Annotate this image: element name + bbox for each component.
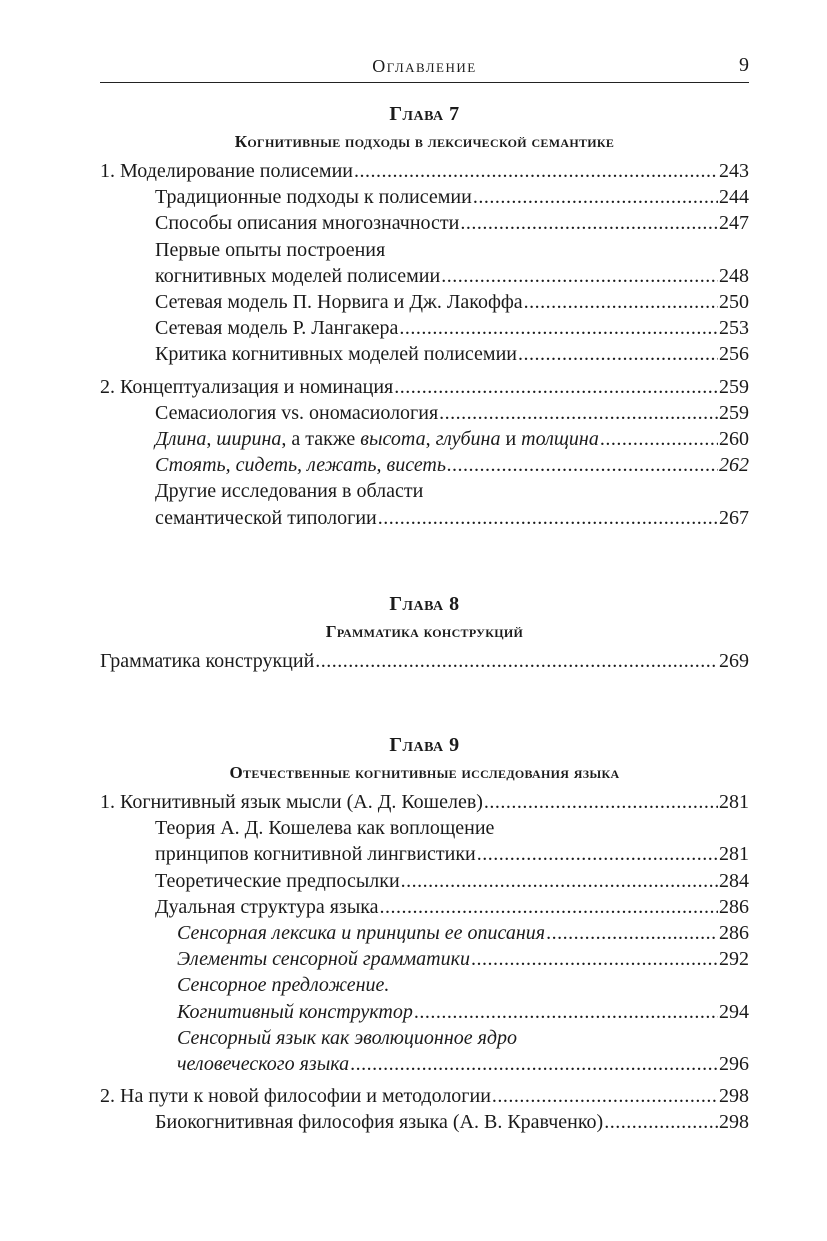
chapter-number: Глава 7: [389, 103, 460, 125]
toc-entry[interactable]: [100, 1109, 749, 1135]
toc-entry[interactable]: [100, 341, 749, 367]
entry-page: 248: [719, 264, 749, 287]
entry-title: 2. Концептуализация и номинация: [100, 375, 394, 398]
toc-entry[interactable]: [100, 158, 749, 184]
leader-dots: [441, 263, 718, 289]
entry-page: 298: [719, 1085, 749, 1108]
entry-page: 281: [719, 791, 749, 813]
leader-dots: [484, 789, 718, 815]
leader-dots: [546, 920, 718, 946]
entry-page: 247: [719, 212, 749, 235]
entry-page: 286: [719, 895, 749, 918]
chapter-8: [100, 590, 749, 674]
leader-dots: [471, 946, 718, 972]
entry-title: когнитивных моделей полисемии: [155, 264, 441, 287]
entry-page: 286: [719, 922, 749, 945]
entry-page: 269: [719, 650, 749, 672]
toc-entry[interactable]: [100, 478, 749, 530]
toc-entry[interactable]: [100, 789, 749, 815]
toc-entry[interactable]: [100, 868, 749, 894]
leader-dots: [378, 505, 718, 531]
entry-page: 292: [719, 948, 749, 971]
entry-page: 260: [719, 428, 749, 451]
entry-title: 2. На пути к новой философии и методологии: [100, 1085, 491, 1108]
chapter-number: Глава 9: [389, 734, 460, 756]
chapter-9: [100, 731, 749, 1136]
entry-page: 243: [719, 160, 749, 182]
entry-page: 256: [719, 343, 749, 366]
running-title: Оглавление: [372, 56, 477, 76]
toc-entry[interactable]: [100, 452, 749, 478]
entry-page: 298: [719, 1111, 749, 1134]
chapter-title: Грамматика конструкций: [325, 622, 524, 641]
entry-page: 284: [719, 869, 749, 892]
leader-dots: [315, 648, 718, 674]
entry-title: Теоретические предпосылки: [155, 869, 400, 892]
toc-entry[interactable]: [100, 815, 749, 867]
toc-entry[interactable]: [100, 374, 749, 400]
entry-title: Сенсорная лексика и принципы ее описания: [177, 922, 546, 945]
chapter-title: Отечественные когнитивные исследования языка: [229, 763, 620, 782]
entry-page: 250: [719, 291, 749, 314]
entry-title: человеческого языка: [177, 1053, 350, 1076]
entry-title-line: Другие исследования в области: [155, 480, 424, 503]
leader-dots: [350, 1051, 718, 1077]
toc-entry[interactable]: [100, 184, 749, 210]
entry-page: 244: [719, 186, 749, 209]
leader-dots: [414, 999, 718, 1025]
entry-page: 281: [719, 843, 749, 866]
toc-entry[interactable]: [100, 648, 749, 674]
entry-title: принципов когнитивной лингвистики: [155, 843, 476, 866]
entry-title: 1. Когнитивный язык мысли (А. Д. Кошелев): [100, 791, 483, 813]
entry-title: Стоять, сидеть, лежать, висеть: [155, 454, 446, 477]
entry-title: Критика когнитивных моделей полисемии: [155, 343, 517, 366]
page-number: 9: [739, 54, 749, 76]
entry-title: Элементы сенсорной грамматики: [177, 948, 470, 971]
entry-page: 294: [719, 1000, 749, 1023]
entry-title: Сетевая модель П. Норвига и Дж. Лакоффа: [155, 291, 523, 314]
toc-entry[interactable]: [100, 972, 749, 1024]
toc-entry[interactable]: [100, 894, 749, 920]
entry-title: Традиционные подходы к полисемии: [155, 186, 472, 209]
toc-entry[interactable]: [100, 237, 749, 289]
leader-dots: [380, 894, 718, 920]
chapter-number: Глава 8: [389, 593, 460, 615]
toc-entry[interactable]: [100, 946, 749, 972]
leader-dots: [439, 400, 718, 426]
entry-title: Сетевая модель Р. Лангакера: [155, 317, 399, 340]
toc-entry[interactable]: [100, 400, 749, 426]
leader-dots: [460, 210, 718, 236]
toc-entry[interactable]: [100, 920, 749, 946]
entry-title: Длина, ширина, а также высота, глубина и толщина: [155, 428, 599, 451]
entry-title-line: Сенсорное предложение.: [177, 974, 390, 997]
toc-entry[interactable]: [100, 1025, 749, 1077]
entry-page: 259: [719, 401, 749, 424]
entry-title-line: Сенсорный язык как эволюционное ядро: [177, 1026, 518, 1049]
leader-dots: [518, 341, 718, 367]
running-header: [100, 52, 749, 83]
leader-dots: [401, 868, 718, 894]
entry-page: 267: [719, 506, 749, 529]
leader-dots: [604, 1109, 718, 1135]
leader-dots: [473, 184, 718, 210]
entry-page: 296: [719, 1053, 749, 1076]
toc-entry[interactable]: [100, 210, 749, 236]
toc-entry[interactable]: [100, 289, 749, 315]
chapter-title: Когнитивные подходы в лексической семантике: [234, 132, 615, 151]
leader-dots: [492, 1083, 718, 1109]
leader-dots: [524, 289, 718, 315]
entry-page: 259: [719, 375, 749, 398]
leader-dots: [399, 315, 718, 341]
entry-title: Когнитивный конструктор: [177, 1000, 413, 1023]
leader-dots: [477, 841, 718, 867]
leader-dots: [394, 374, 718, 400]
toc-entry[interactable]: [100, 315, 749, 341]
entry-title: 1. Моделирование полисемии: [100, 160, 353, 182]
entry-title: Семасиология vs. ономасиология: [155, 401, 439, 424]
leader-dots: [354, 158, 718, 184]
chapter-7: [100, 100, 749, 531]
entry-title: Способы описания многозначности: [155, 212, 460, 235]
entry-title: семантической типологии: [155, 506, 377, 529]
leader-dots: [447, 452, 718, 478]
entry-title: Грамматика конструкций: [100, 650, 315, 672]
entry-page: 253: [719, 317, 749, 340]
entry-title: Дуальная структура языка: [155, 895, 379, 918]
entry-title-line: Первые опыты построения: [155, 238, 386, 261]
leader-dots: [600, 426, 718, 452]
entry-page: 262: [719, 454, 749, 477]
entry-title: Биокогнитивная философия языка (А. В. Кравченко): [155, 1111, 604, 1134]
toc-entry[interactable]: [100, 1083, 749, 1109]
toc-entry[interactable]: [100, 426, 749, 452]
entry-title-line: Теория А. Д. Кошелева как воплощение: [155, 817, 495, 840]
